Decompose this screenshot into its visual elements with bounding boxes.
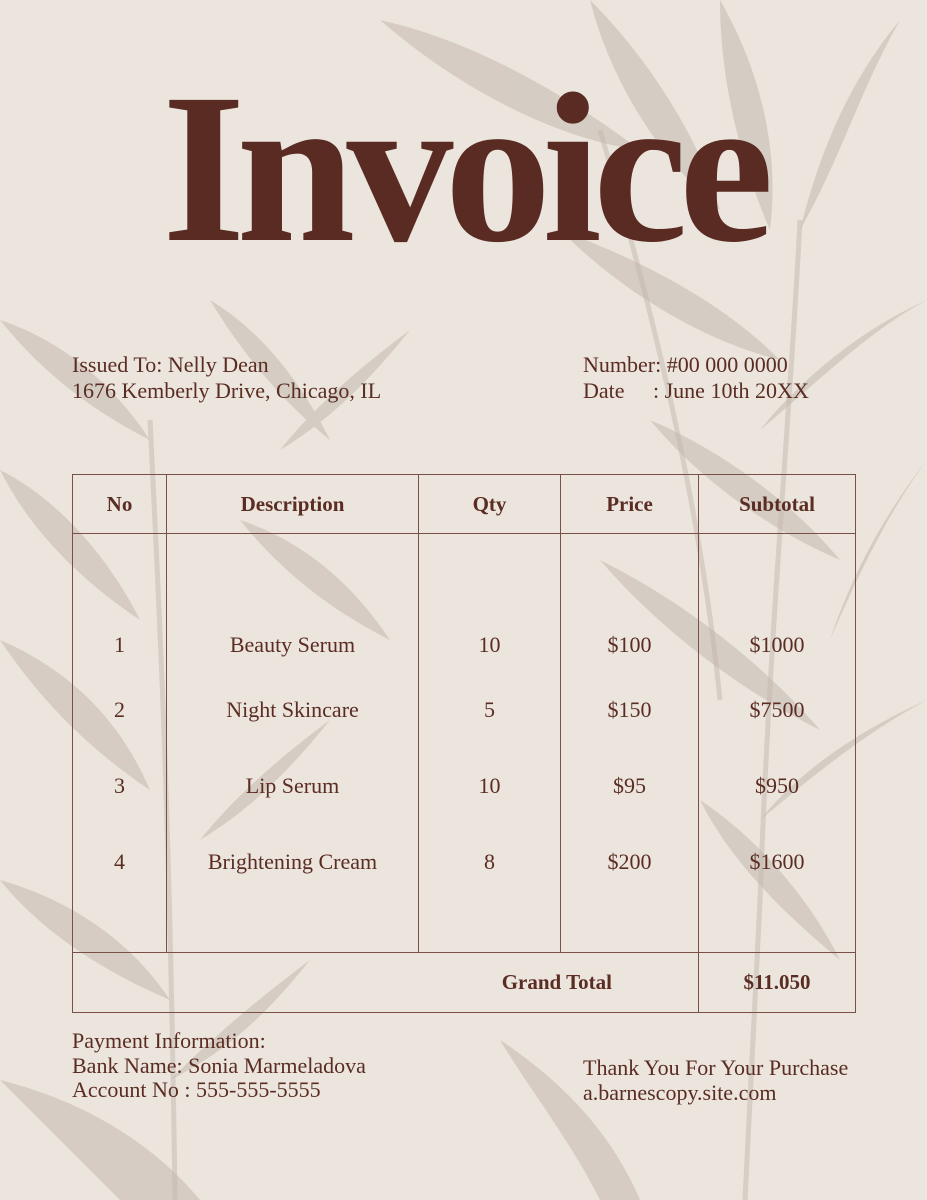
table-row bbox=[73, 672, 856, 748]
invoice-number: Number: #00 000 0000 bbox=[583, 352, 788, 377]
cell-qty: 10 bbox=[419, 748, 561, 824]
payment-info-block bbox=[72, 1029, 366, 1103]
cell-no: 2 bbox=[73, 672, 167, 748]
cell-qty: 5 bbox=[419, 672, 561, 748]
cell-no: 4 bbox=[73, 824, 167, 900]
table-row bbox=[73, 824, 856, 900]
thank-you-text: Thank You For Your Purchase bbox=[583, 1055, 849, 1080]
issued-to-address: 1676 Kemberly Drive, Chicago, IL bbox=[72, 378, 382, 403]
cell-subtotal: $7500 bbox=[699, 672, 856, 748]
cell-price: $200 bbox=[561, 824, 699, 900]
issued-to-block bbox=[72, 352, 381, 404]
cell-price: $100 bbox=[561, 534, 699, 673]
invoice-title: Invoice bbox=[162, 50, 765, 287]
cell-qty: 10 bbox=[419, 534, 561, 673]
grand-total-row bbox=[73, 953, 856, 1013]
header-subtotal: Subtotal bbox=[699, 475, 856, 534]
cell-no: 3 bbox=[73, 748, 167, 824]
cell-qty: 8 bbox=[419, 824, 561, 900]
invoice-date-value: : June 10th 20XX bbox=[653, 378, 809, 403]
table-row bbox=[73, 748, 856, 824]
table-filler-row bbox=[73, 900, 856, 953]
account-number: Account No : 555-555-5555 bbox=[72, 1077, 321, 1102]
bank-name: Bank Name: Sonia Marmeladova bbox=[72, 1052, 366, 1078]
header-qty: Qty bbox=[419, 475, 561, 534]
header-no: No bbox=[73, 475, 167, 534]
cell-description: Night Skincare bbox=[167, 672, 419, 748]
cell-subtotal: $1000 bbox=[699, 534, 856, 673]
cell-subtotal: $950 bbox=[699, 748, 856, 824]
issued-to-name: Issued To: Nelly Dean bbox=[72, 352, 269, 377]
invoice-meta-block bbox=[583, 352, 809, 404]
grand-total-value: $11.050 bbox=[699, 953, 856, 1013]
website-link[interactable]: a.barnescopy.site.com bbox=[583, 1080, 777, 1105]
header-price: Price bbox=[561, 475, 699, 534]
cell-description: Beauty Serum bbox=[167, 534, 419, 673]
grand-total-label: Grand Total bbox=[73, 953, 699, 1013]
header-description: Description bbox=[167, 475, 419, 534]
cell-description: Lip Serum bbox=[167, 748, 419, 824]
invoice-date bbox=[583, 378, 809, 404]
cell-subtotal: $1600 bbox=[699, 824, 856, 900]
table-row bbox=[73, 534, 856, 673]
invoice-date-label: Date bbox=[583, 378, 625, 403]
table-header-row bbox=[73, 475, 856, 534]
thank-you-block bbox=[583, 1055, 848, 1105]
cell-no: 1 bbox=[73, 534, 167, 673]
cell-price: $150 bbox=[561, 672, 699, 748]
cell-description: Brightening Cream bbox=[167, 824, 419, 900]
items-table bbox=[72, 474, 856, 1013]
cell-price: $95 bbox=[561, 748, 699, 824]
payment-heading: Payment Information: bbox=[72, 1028, 266, 1053]
